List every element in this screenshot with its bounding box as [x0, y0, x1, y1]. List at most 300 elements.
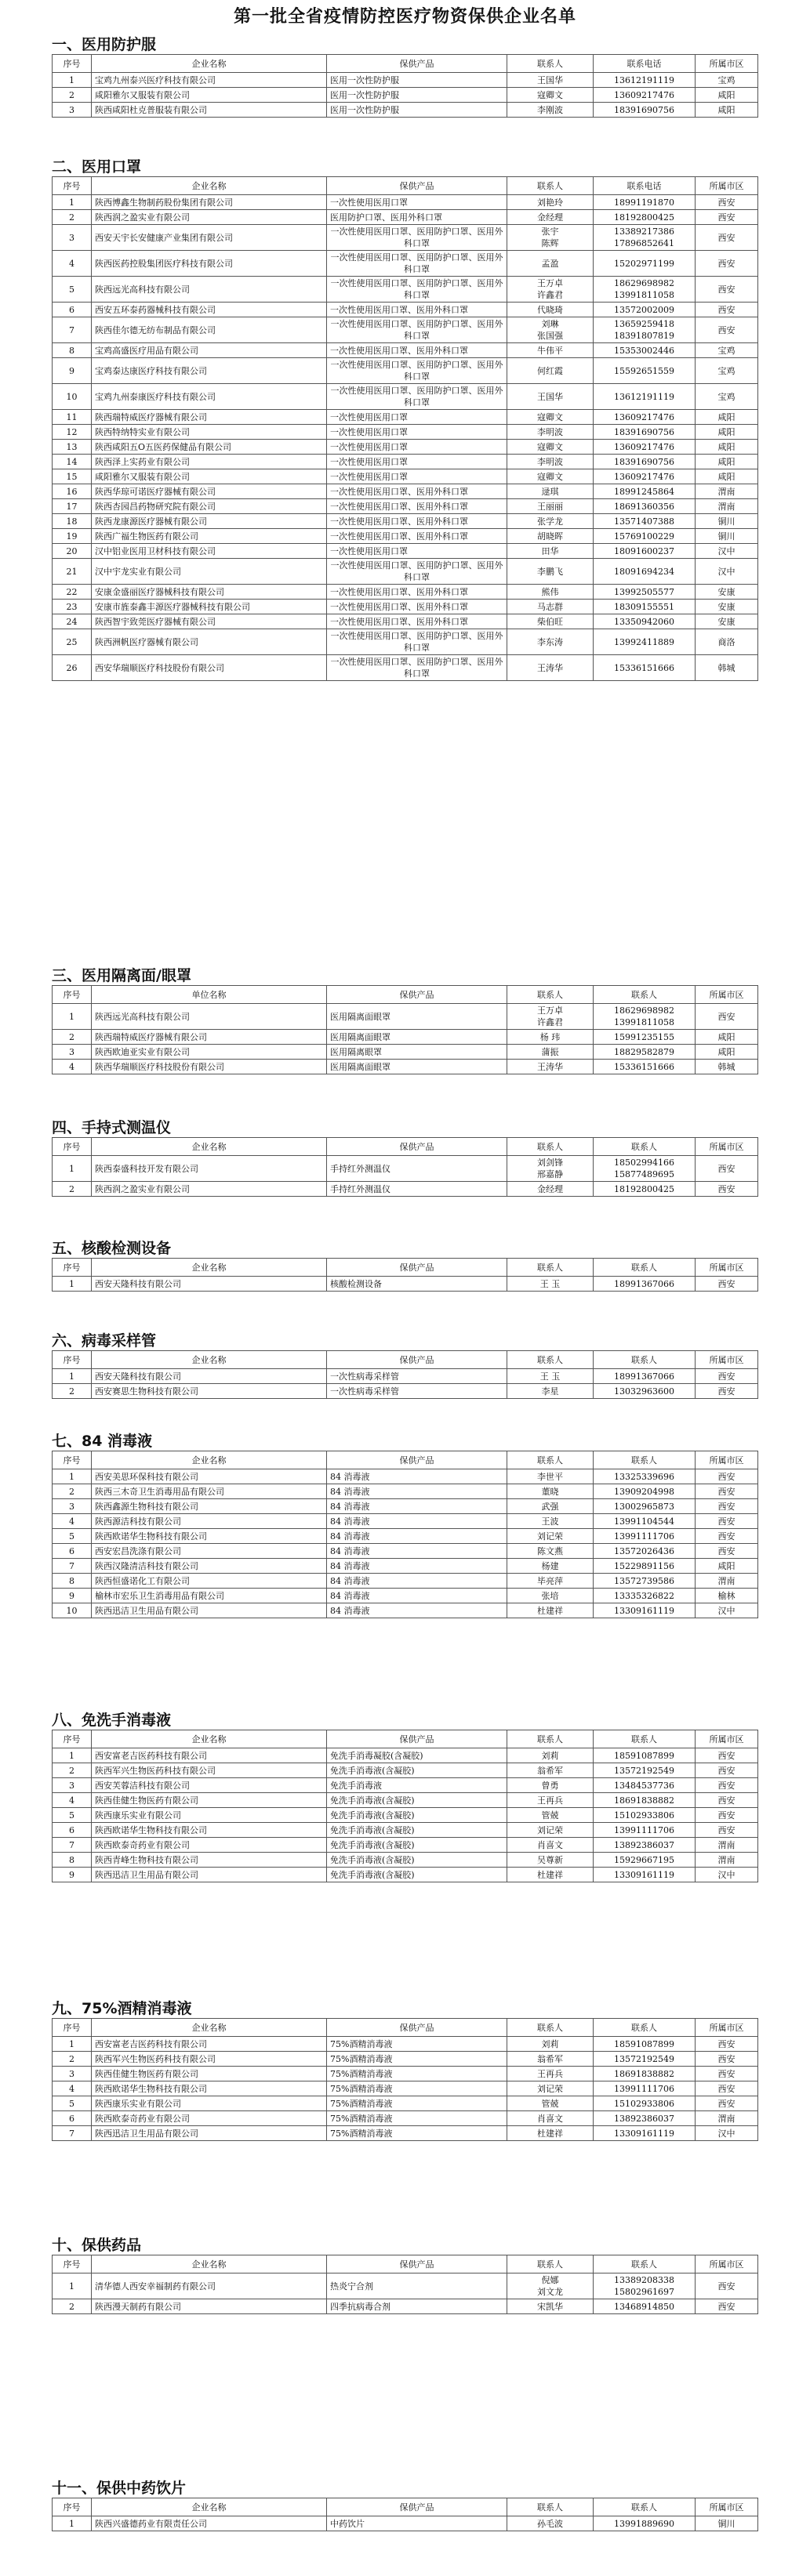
contact-phone: 18691360356: [594, 499, 696, 514]
product: 84 消毒液: [327, 1559, 507, 1574]
row-index: 23: [53, 600, 92, 614]
contact-phone: 13991111706: [594, 2081, 696, 2096]
row-index: 1: [53, 2273, 92, 2299]
data-table: [52, 54, 758, 118]
city: 渭南: [696, 2111, 758, 2126]
city: 渭南: [696, 484, 758, 499]
product: 一次性使用医用口罩、医用外科口罩: [327, 303, 507, 317]
contact-person: 王再兵: [507, 1793, 594, 1808]
product: 一次性使用医用口罩、医用外科口罩: [327, 343, 507, 358]
city: 汉中: [696, 2126, 758, 2141]
contact-phone: 18591087899: [594, 1748, 696, 1763]
product: 医用隔离面眼罩: [327, 1030, 507, 1045]
row-index: 8: [53, 343, 92, 358]
city: 西安: [696, 277, 758, 303]
company-name: 宝鸡高盛医疗用品有限公司: [92, 343, 327, 358]
contact-person: 陈文燕: [507, 1544, 594, 1559]
data-table: [52, 176, 758, 681]
product: 医用防护口罩、医用外科口罩: [327, 210, 507, 225]
row-index: 9: [53, 1868, 92, 1882]
cell-line: 邢嘉静: [537, 1169, 563, 1179]
cell-line: 许鑫君: [537, 290, 563, 300]
city: 渭南: [696, 1838, 758, 1853]
section-nucleic-equipment: [0, 1237, 810, 1292]
contact-phone: 13572002009: [594, 303, 696, 317]
city: 渭南: [696, 1853, 758, 1868]
product: 一次性使用医用口罩: [327, 544, 507, 559]
city: 西安: [696, 210, 758, 225]
column-header: 保供产品: [327, 1259, 507, 1277]
cell-line: 刘剑锋: [537, 1158, 563, 1168]
contact-person: 寇卿文: [507, 469, 594, 484]
contact-person: 寇卿文: [507, 440, 594, 455]
contact-phone: 15336151666: [594, 1060, 696, 1074]
column-header: 企业名称: [92, 2498, 327, 2516]
row-index: 1: [53, 1369, 92, 1384]
city: 咸阳: [696, 440, 758, 455]
contact-person: 张学龙: [507, 514, 594, 529]
company-name: 陕西咸阳五O五医药保健品有限公司: [92, 440, 327, 455]
table-row: [53, 499, 758, 514]
column-header: 保供产品: [327, 1730, 507, 1748]
contact-person: 董晓: [507, 1484, 594, 1499]
city: 安康: [696, 585, 758, 600]
row-index: 3: [53, 2067, 92, 2081]
contact-phone: 13571407388: [594, 514, 696, 529]
table-row: [53, 469, 758, 484]
contact-phone: 18691838882: [594, 2067, 696, 2081]
city: 西安: [696, 195, 758, 210]
city: 西安: [696, 1384, 758, 1399]
column-header: 所属市区: [696, 55, 758, 73]
table-row: [53, 1748, 758, 1763]
column-header: 联系电话: [594, 55, 696, 73]
company-name: 陕西华琼可诺医疗器械有限公司: [92, 484, 327, 499]
product: 75%酒精消毒液: [327, 2126, 507, 2141]
row-index: 16: [53, 484, 92, 499]
column-header: 单位名称: [92, 986, 327, 1004]
city: 西安: [696, 303, 758, 317]
company-name: 西安芙蓉洁科技有限公司: [92, 1778, 327, 1793]
section-hand-sanitizer: [0, 1708, 810, 1882]
product: 一次性使用医用口罩、医用防护口罩、医用外科口罩: [327, 384, 507, 410]
city: 西安: [696, 1763, 758, 1778]
row-index: 12: [53, 425, 92, 440]
section-title: 二、医用口罩: [52, 158, 142, 176]
company-name: 陕西欧泰奇药业有限公司: [92, 2111, 327, 2126]
company-name: 陕西漫天制药有限公司: [92, 2299, 327, 2314]
contact-person: 金经理: [507, 210, 594, 225]
column-header: 联系电话: [594, 177, 696, 195]
company-name: 西安天隆科技有限公司: [92, 1369, 327, 1384]
column-header: 联系人: [594, 1730, 696, 1748]
company-name: 陕西瑞特威医疗器械有限公司: [92, 1030, 327, 1045]
column-header: 联系人: [507, 2498, 594, 2516]
contact-phone: 15769100229: [594, 529, 696, 544]
product: 84 消毒液: [327, 1574, 507, 1589]
product: 免洗手消毒液(含凝胶): [327, 1763, 507, 1778]
column-header: 保供产品: [327, 1351, 507, 1369]
row-index: 2: [53, 1484, 92, 1499]
column-header: 保供产品: [327, 2498, 507, 2516]
section-table: [0, 1350, 810, 1399]
contact-person: 刘记荣: [507, 1529, 594, 1544]
product: 75%酒精消毒液: [327, 2081, 507, 2096]
contact-phone: [594, 317, 696, 343]
product: 核酸检测设备: [327, 1277, 507, 1292]
column-header: 所属市区: [696, 2498, 758, 2516]
contact-phone: 13309161119: [594, 1868, 696, 1882]
company-name: 汉中宇龙实业有限公司: [92, 559, 327, 585]
cell-line: 张国强: [537, 331, 563, 341]
contact-person: 李鹏飞: [507, 559, 594, 585]
contact-phone: 18591087899: [594, 2037, 696, 2052]
table-row: [53, 1763, 758, 1778]
table-row: [53, 1589, 758, 1603]
contact-person: 李刚波: [507, 103, 594, 118]
table-row: [53, 629, 758, 655]
contact-phone: 13909204998: [594, 1484, 696, 1499]
contact-person: [507, 1004, 594, 1030]
company-name: 陕西康乐实业有限公司: [92, 1808, 327, 1823]
company-name: 宝鸡九州泰康医疗科技有限公司: [92, 384, 327, 410]
company-name: 陕西军兴生物医药科技有限公司: [92, 2052, 327, 2067]
contact-person: 李明波: [507, 425, 594, 440]
city: 西安: [696, 1793, 758, 1808]
row-index: 3: [53, 225, 92, 251]
cell-line: 17896852641: [614, 238, 674, 248]
row-index: 24: [53, 614, 92, 629]
product: 免洗手消毒液: [327, 1778, 507, 1793]
contact-person: 代晓琦: [507, 303, 594, 317]
data-table: [52, 1350, 758, 1399]
column-header: 企业名称: [92, 177, 327, 195]
section-table: [0, 2018, 810, 2141]
table-row: [53, 1469, 758, 1484]
product: 一次性使用医用口罩: [327, 469, 507, 484]
contact-person: 牛伟平: [507, 343, 594, 358]
table-row: [53, 1778, 758, 1793]
city: 西安: [696, 2037, 758, 2052]
contact-phone: 13612191119: [594, 384, 696, 410]
table-row: [53, 1030, 758, 1045]
table-row: [53, 440, 758, 455]
section-protective-suits: [0, 33, 810, 118]
contact-person: 逯琪: [507, 484, 594, 499]
row-index: 5: [53, 2096, 92, 2111]
contact-phone: 13032963600: [594, 1384, 696, 1399]
city: 西安: [696, 1544, 758, 1559]
contact-phone: 15102933806: [594, 1808, 696, 1823]
product: 75%酒精消毒液: [327, 2067, 507, 2081]
company-name: 陕西三木奇卫生消毒用品有限公司: [92, 1484, 327, 1499]
contact-person: 肖喜文: [507, 2111, 594, 2126]
table-row: [53, 484, 758, 499]
company-name: 汉中铝业医用卫材科技有限公司: [92, 544, 327, 559]
contact-person: 金经理: [507, 1182, 594, 1197]
city: 西安: [696, 1369, 758, 1384]
table-row: [53, 1544, 758, 1559]
product: 免洗手消毒液(含凝胶): [327, 1853, 507, 1868]
contact-person: 马志群: [507, 600, 594, 614]
contact-phone: 13991104544: [594, 1514, 696, 1529]
company-name: 陕西康乐实业有限公司: [92, 2096, 327, 2111]
product: 一次性使用医用口罩、医用外科口罩: [327, 484, 507, 499]
product: 免洗手消毒凝胶(含凝胶): [327, 1748, 507, 1763]
data-table: [52, 985, 758, 1074]
contact-phone: 18991367066: [594, 1277, 696, 1292]
table-row: [53, 1559, 758, 1574]
data-table: [52, 1137, 758, 1197]
city: 韩城: [696, 655, 758, 681]
product: 医用隔离眼罩: [327, 1045, 507, 1060]
contact-person: [507, 1156, 594, 1182]
table-row: [53, 2037, 758, 2052]
product: 84 消毒液: [327, 1514, 507, 1529]
data-table: [52, 1258, 758, 1292]
column-header: 企业名称: [92, 1730, 327, 1748]
table-header-row: [53, 1138, 758, 1156]
company-name: 陕西博鑫生物制药股份集团有限公司: [92, 195, 327, 210]
column-header: 保供产品: [327, 1451, 507, 1469]
company-name: 榆林市宏乐卫生消毒用品有限公司: [92, 1589, 327, 1603]
table-header-row: [53, 1451, 758, 1469]
contact-phone: [594, 277, 696, 303]
row-index: 2: [53, 210, 92, 225]
contact-person: 杜建祥: [507, 1868, 594, 1882]
row-index: 3: [53, 103, 92, 118]
contact-phone: 13572026436: [594, 1544, 696, 1559]
city: 宝鸡: [696, 358, 758, 384]
cell-line: 刘文龙: [537, 2287, 563, 2297]
table-row: [53, 251, 758, 277]
row-index: 9: [53, 1589, 92, 1603]
contact-phone: 15353002446: [594, 343, 696, 358]
section-table: [0, 1137, 810, 1197]
section-thermometers: [0, 1116, 810, 1197]
company-name: 陕西佳尔德无纺布制品有限公司: [92, 317, 327, 343]
column-header: 联系人: [594, 1138, 696, 1156]
contact-phone: 18091600237: [594, 544, 696, 559]
company-name: 西安天宇长安健康产业集团有限公司: [92, 225, 327, 251]
table-header-row: [53, 2019, 758, 2037]
contact-person: 李世平: [507, 1469, 594, 1484]
city: 咸阳: [696, 425, 758, 440]
product: 84 消毒液: [327, 1603, 507, 1618]
contact-person: 杜建祥: [507, 2126, 594, 2141]
cell-line: 15877489695: [614, 1169, 674, 1179]
city: 铜川: [696, 514, 758, 529]
table-row: [53, 210, 758, 225]
section-title: 十一、保供中药饮片: [52, 2480, 187, 2497]
column-header: 企业名称: [92, 1138, 327, 1156]
cell-line: 王万卓: [537, 1005, 563, 1016]
section-84-disinfectant: [0, 1429, 810, 1618]
company-name: 陕西欧诺华生物科技有限公司: [92, 1529, 327, 1544]
company-name: 陕西远光高科技有限公司: [92, 277, 327, 303]
section-title: 八、免洗手消毒液: [52, 1712, 172, 1729]
row-index: 17: [53, 499, 92, 514]
section-table: [0, 54, 810, 118]
table-row: [53, 384, 758, 410]
contact-person: 毕亮萍: [507, 1574, 594, 1589]
column-header: 保供产品: [327, 2019, 507, 2037]
table-row: [53, 1823, 758, 1838]
table-row: [53, 1004, 758, 1030]
table-row: [53, 2111, 758, 2126]
contact-person: 王涛华: [507, 655, 594, 681]
column-header: 所属市区: [696, 1138, 758, 1156]
city: 咸阳: [696, 1030, 758, 1045]
row-index: 10: [53, 1603, 92, 1618]
city: 咸阳: [696, 103, 758, 118]
column-header: 序号: [53, 177, 92, 195]
table-row: [53, 103, 758, 118]
product: 84 消毒液: [327, 1484, 507, 1499]
row-index: 3: [53, 1778, 92, 1793]
company-name: 西安天隆科技有限公司: [92, 1277, 327, 1292]
contact-person: 翁希军: [507, 1763, 594, 1778]
contact-person: 王 玉: [507, 1369, 594, 1384]
company-name: 陕西瑞特威医疗器械有限公司: [92, 410, 327, 425]
city: 宝鸡: [696, 73, 758, 88]
row-index: 2: [53, 1030, 92, 1045]
company-name: 陕西鑫源生物科技有限公司: [92, 1499, 327, 1514]
company-name: 西安赛思生物科技有限公司: [92, 1384, 327, 1399]
column-header: 企业名称: [92, 2019, 327, 2037]
contact-person: 张培: [507, 1589, 594, 1603]
company-name: 陕西洲帆医疗器械有限公司: [92, 629, 327, 655]
row-index: 19: [53, 529, 92, 544]
product: 医用一次性防护服: [327, 73, 507, 88]
table-header-row: [53, 986, 758, 1004]
table-row: [53, 2273, 758, 2299]
company-name: 陕西欧泰奇药业有限公司: [92, 1838, 327, 1853]
city: 咸阳: [696, 1045, 758, 1060]
row-index: 11: [53, 410, 92, 425]
contact-person: 杨建: [507, 1559, 594, 1574]
column-header: 保供产品: [327, 986, 507, 1004]
company-name: 西安美思环保科技有限公司: [92, 1469, 327, 1484]
company-name: 西安华瑞顺医疗科技股份有限公司: [92, 655, 327, 681]
section-drugs: [0, 2234, 810, 2314]
product: 一次性使用医用口罩、医用防护口罩、医用外科口罩: [327, 317, 507, 343]
company-name: 陕西青峰生物科技有限公司: [92, 1853, 327, 1868]
contact-phone: 13609217476: [594, 440, 696, 455]
row-index: 15: [53, 469, 92, 484]
contact-phone: 15229891156: [594, 1559, 696, 1574]
row-index: 7: [53, 2126, 92, 2141]
product: 84 消毒液: [327, 1544, 507, 1559]
data-table: [52, 1451, 758, 1618]
contact-person: 刘艳玲: [507, 195, 594, 210]
section-table: [0, 176, 810, 681]
row-index: 1: [53, 2516, 92, 2531]
row-index: 1: [53, 2037, 92, 2052]
cell-line: 18391807819: [614, 331, 674, 341]
column-header: 所属市区: [696, 2255, 758, 2273]
table-row: [53, 343, 758, 358]
row-index: 5: [53, 1808, 92, 1823]
section-title: 六、病毒采样管: [52, 1332, 157, 1350]
section-title: 五、核酸检测设备: [52, 1240, 172, 1257]
product: 一次性使用医用口罩: [327, 425, 507, 440]
contact-phone: 15102933806: [594, 2096, 696, 2111]
row-index: 4: [53, 1514, 92, 1529]
product: 75%酒精消毒液: [327, 2096, 507, 2111]
cell-line: 倪娜: [541, 2275, 559, 2285]
table-row: [53, 585, 758, 600]
product: 免洗手消毒液(含凝胶): [327, 1808, 507, 1823]
product: 免洗手消毒液(含凝胶): [327, 1823, 507, 1838]
row-index: 8: [53, 1853, 92, 1868]
city: 渭南: [696, 499, 758, 514]
row-index: 18: [53, 514, 92, 529]
product: 75%酒精消毒液: [327, 2052, 507, 2067]
city: 西安: [696, 1469, 758, 1484]
city: 咸阳: [696, 410, 758, 425]
table-row: [53, 1529, 758, 1544]
column-header: 联系人: [507, 2255, 594, 2273]
contact-phone: 13468914850: [594, 2299, 696, 2314]
table-header-row: [53, 2498, 758, 2516]
column-header: 联系人: [594, 986, 696, 1004]
product: 免洗手消毒液(含凝胶): [327, 1793, 507, 1808]
table-header-row: [53, 1351, 758, 1369]
table-row: [53, 425, 758, 440]
city: 西安: [696, 2052, 758, 2067]
column-header: 所属市区: [696, 2019, 758, 2037]
company-name: 陕西特纳特实业有限公司: [92, 425, 327, 440]
table-row: [53, 1045, 758, 1060]
row-index: 6: [53, 1823, 92, 1838]
city: 汉中: [696, 1868, 758, 1882]
company-name: 宝鸡九州泰兴医疗科技有限公司: [92, 73, 327, 88]
contact-phone: 18309155551: [594, 600, 696, 614]
table-row: [53, 303, 758, 317]
product: 四季抗病毒合剂: [327, 2299, 507, 2314]
company-name: 陕西智宇致莞医疗器械有限公司: [92, 614, 327, 629]
contact-person: 曾勇: [507, 1778, 594, 1793]
city: 西安: [696, 1499, 758, 1514]
row-index: 3: [53, 1045, 92, 1060]
city: 西安: [696, 2299, 758, 2314]
column-header: 序号: [53, 55, 92, 73]
product: 一次性使用医用口罩: [327, 195, 507, 210]
contact-person: 管兢: [507, 1808, 594, 1823]
column-header: 所属市区: [696, 986, 758, 1004]
product: 医用一次性防护服: [327, 88, 507, 103]
product: 一次性使用医用口罩: [327, 410, 507, 425]
contact-phone: 13609217476: [594, 88, 696, 103]
row-index: 5: [53, 1529, 92, 1544]
row-index: 26: [53, 655, 92, 681]
city: 西安: [696, 1514, 758, 1529]
company-name: 安康金盛丽医疗器械科技有限公司: [92, 585, 327, 600]
data-table: [52, 2498, 758, 2531]
product: 84 消毒液: [327, 1469, 507, 1484]
contact-phone: 18829582879: [594, 1045, 696, 1060]
column-header: 序号: [53, 1451, 92, 1469]
section-sampling-tubes: [0, 1329, 810, 1399]
product: 一次性使用医用口罩、医用外科口罩: [327, 514, 507, 529]
section-table: [0, 1730, 810, 1882]
column-header: 联系人: [594, 1451, 696, 1469]
contact-person: [507, 277, 594, 303]
contact-phone: 15929667195: [594, 1853, 696, 1868]
city: 铜川: [696, 529, 758, 544]
product: 一次性使用医用口罩、医用防护口罩、医用外科口罩: [327, 225, 507, 251]
